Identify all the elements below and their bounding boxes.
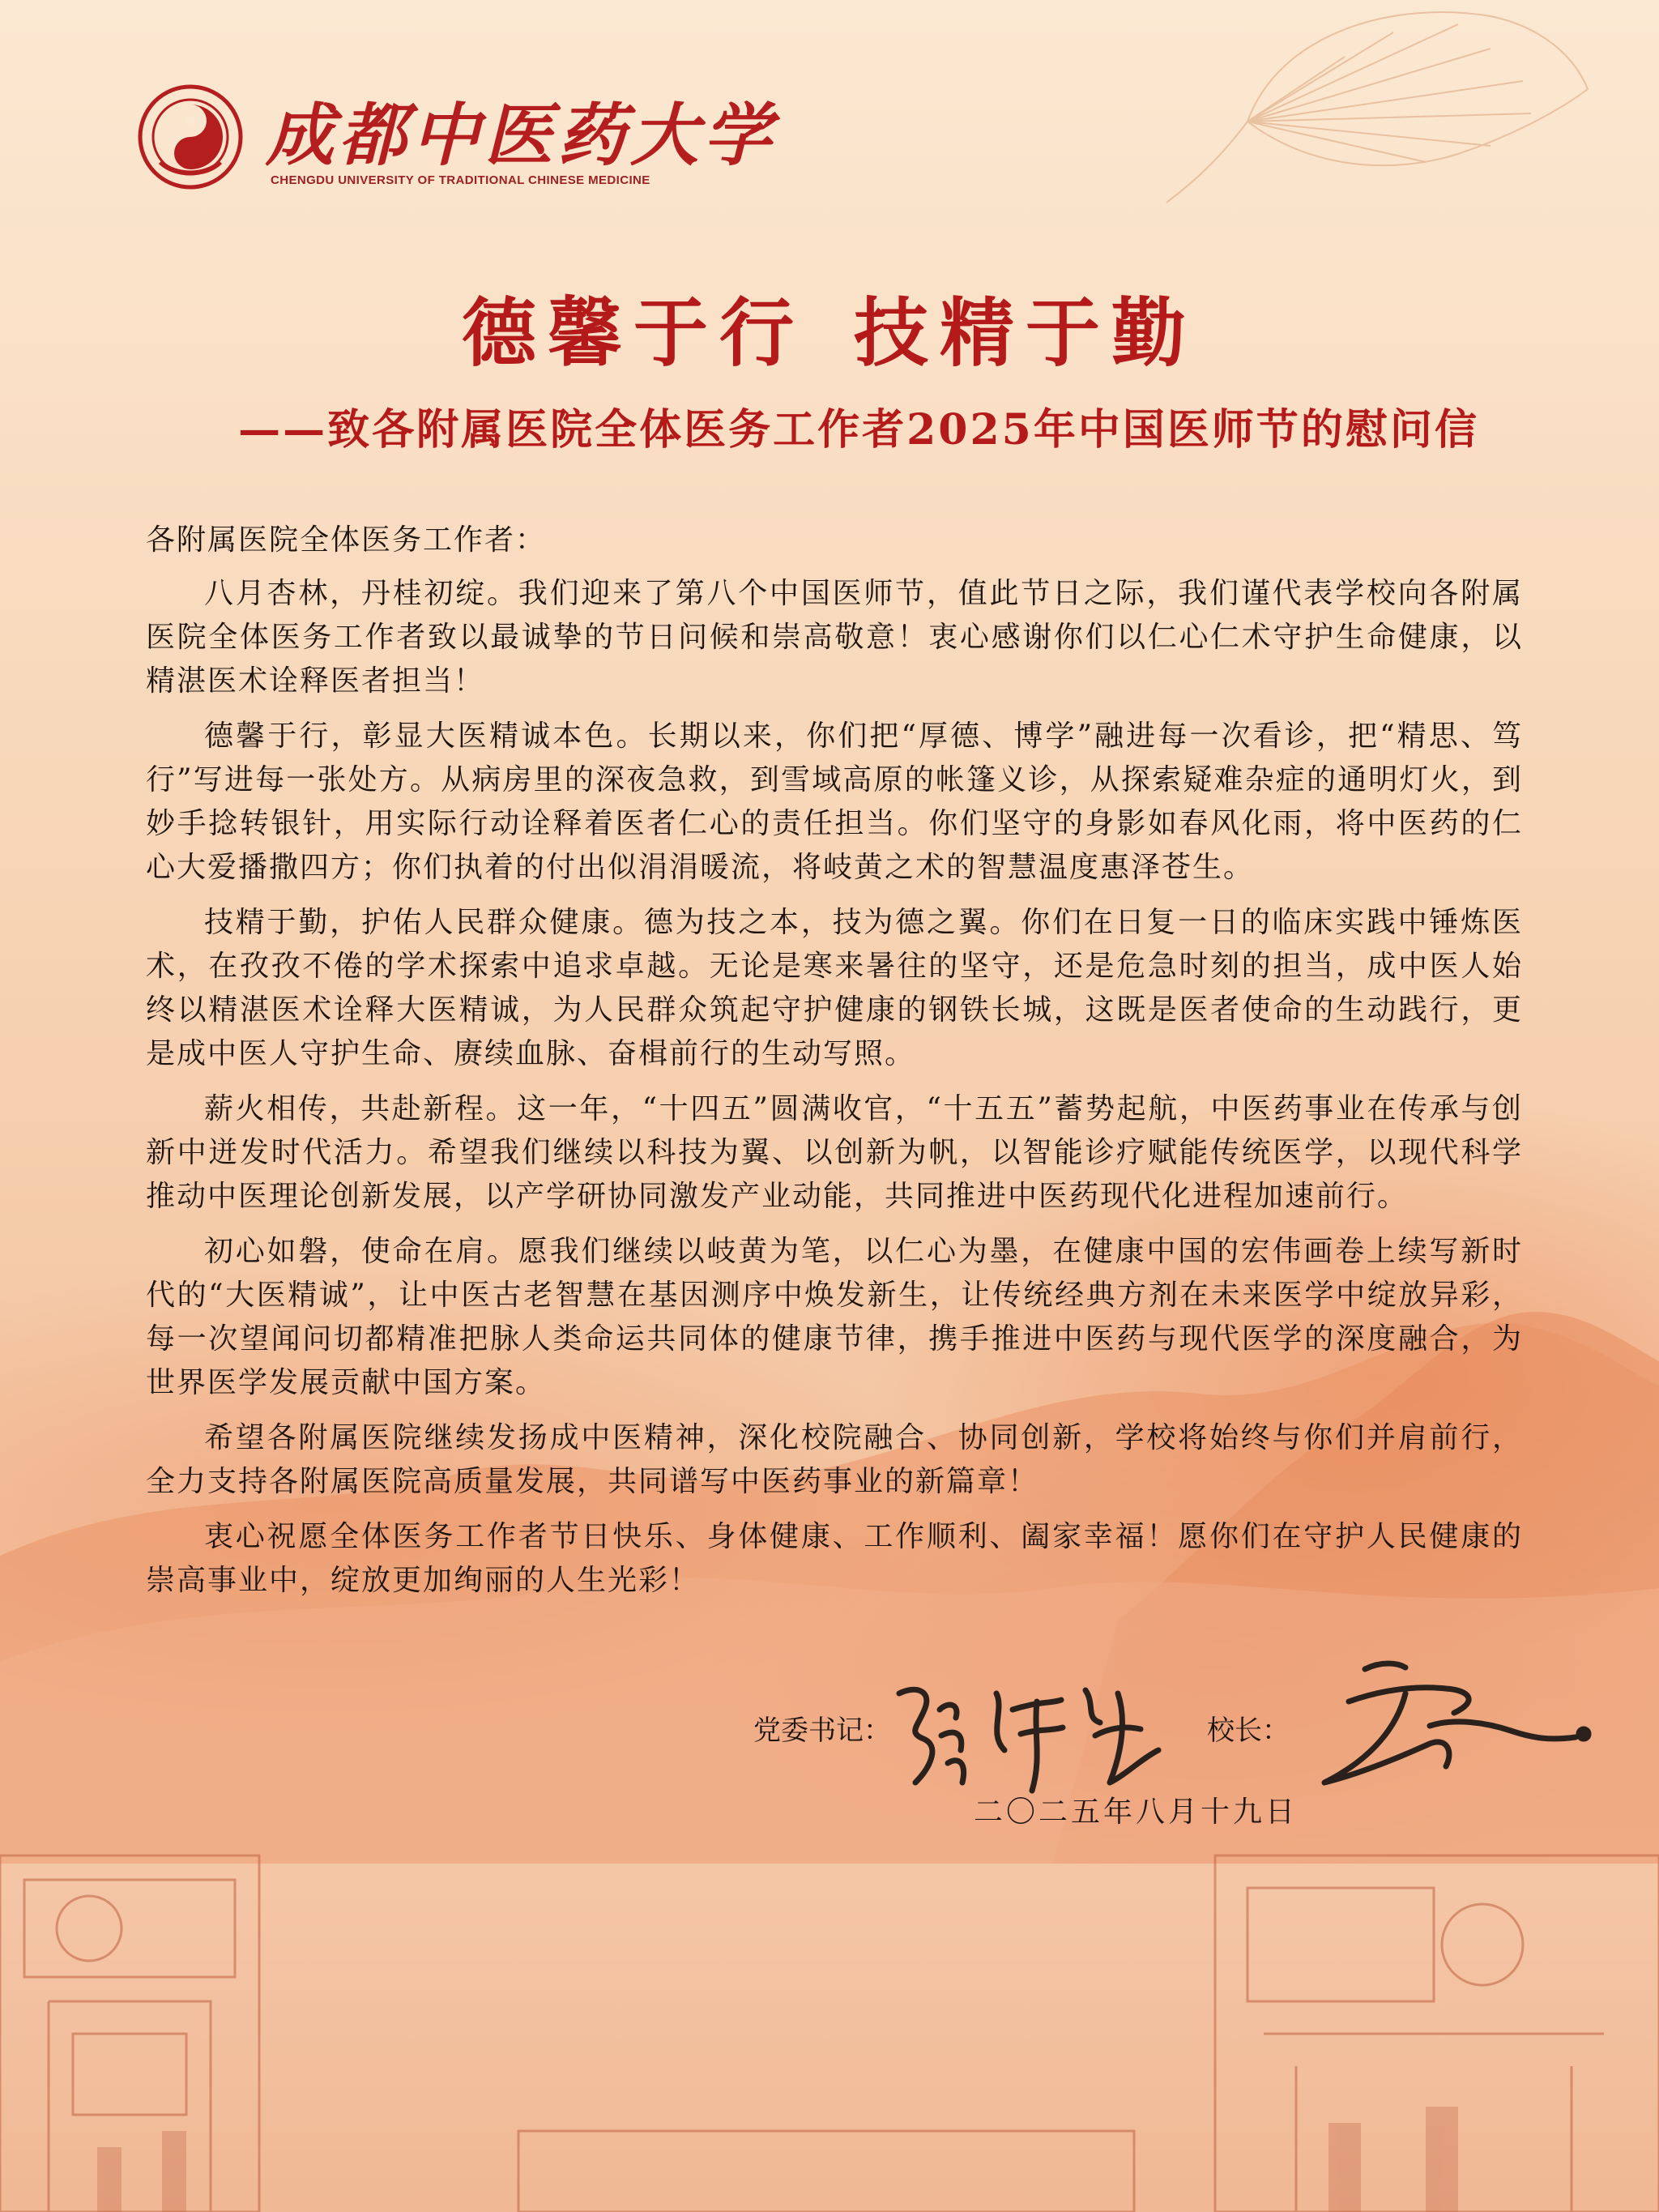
paragraph-1: 八月杏林，丹桂初绽。我们迎来了第八个中国医师节，值此节日之际，我们谨代表学校向各附属医院全体医务工作者致以最诚挚的节日问候和崇高敬意！衷心感谢你们以仁心仁术守护生命健康，以精湛医术诠释医者担当！: [146, 577, 1523, 698]
paragraph-6: 希望各附属医院继续发扬成中医精神，深化校院融合、协同创新，学校将始终与你们并肩前行，全力支持各附属医院高质量发展，共同谱写中医药事业的新篇章！: [146, 1421, 1523, 1498]
university-seal-icon: [136, 83, 245, 191]
title-part-1: 德馨于行: [461, 289, 805, 377]
signature-area: [0, 1645, 1659, 1829]
title-part-2: 技精于勤: [854, 289, 1198, 377]
university-logo-block: [136, 78, 777, 199]
letter-date: 二〇二五年八月十九日: [974, 1796, 1299, 1829]
campus-gate-illustration: [0, 1839, 1659, 2212]
letter-title: [0, 274, 1659, 381]
letter-subtitle: ——致各附属医院全体医务工作者2025年中国医师节的慰问信: [238, 405, 1479, 455]
paragraph-3: 技精于勤，护佑人民群众健康。德为技之本，技为德之翼。你们在日复一日的临床实践中锤炼医术，在孜孜不倦的学术探索中追求卓越。无论是寒来暑往的坚守，还是危急时刻的担当，成中医人始终以精湛医术诠释大医精诚，为人民群众筑起守护健康的钢铁长城，这既是医者使命的生动践行，更是成中医人守护生命、赓续血脉、奋楫前行的生动写照。: [146, 906, 1523, 1070]
paragraph-4: 薪火相传，共赴新程。这一年，“十四五”圆满收官，“十五五”蓄势起航，中医药事业在传承与创新中迸发时代活力。希望我们继续以科技为翼、以创新为帆，以智能诊疗赋能传统医学，以现代科学推动中医理论创新发展，以产学研协同激发产业动能，共同推进中医药现代化进程加速前行。: [146, 1092, 1523, 1213]
university-name-cn: 成都中医药大学: [266, 95, 777, 175]
secretary-label: 党委书记：: [753, 1715, 891, 1747]
paragraph-5: 初心如磐，使命在肩。愿我们继续以岐黄为笔，以仁心为墨，在健康中国的宏伟画卷上续写新时代的“大医精诚”，让中医古老智慧在基因测序中焕发新生，让传统经典方剂在未来医学中绽放异彩，每一次望闻问切都精准把脉人类命运共同体的健康节律，携手推进中医药与现代医学的深度融合，为世界医学发展贡献中国方案。: [146, 1235, 1523, 1399]
president-label: 校长：: [1207, 1715, 1290, 1747]
president-signature: [1308, 1653, 1600, 1807]
university-name-en: CHENGDU UNIVERSITY OF TRADITIONAL CHINESE MEDICINE: [271, 173, 650, 187]
paragraph-7: 衷心祝愿全体医务工作者节日快乐、身体健康、工作顺利、阖家幸福！愿你们在守护人民健康的崇高事业中，绽放更加绚丽的人生光彩！: [146, 1520, 1523, 1597]
secretary-signature: [883, 1661, 1175, 1807]
paragraph-2: 德馨于行，彰显大医精诚本色。长期以来，你们把“厚德、博学”融进每一次看诊，把“精思、笃行”写进每一张处方。从病房里的深夜急救，到雪域高原的帐篷义诊，从探索疑难杂症的通明灯火，到妙手捻转银针，用实际行动诠释着医者仁心的责任担当。你们坚守的身影如春风化雨，将中医药的仁心大爱播撒四方；你们执着的付出似涓涓暖流，将岐黄之术的智慧温度惠泽苍生。: [146, 720, 1523, 884]
ginkgo-leaf-icon: [1150, 0, 1604, 211]
salutation: 各附属医院全体医务工作者：: [146, 523, 547, 557]
letter-body: [146, 519, 1523, 1614]
